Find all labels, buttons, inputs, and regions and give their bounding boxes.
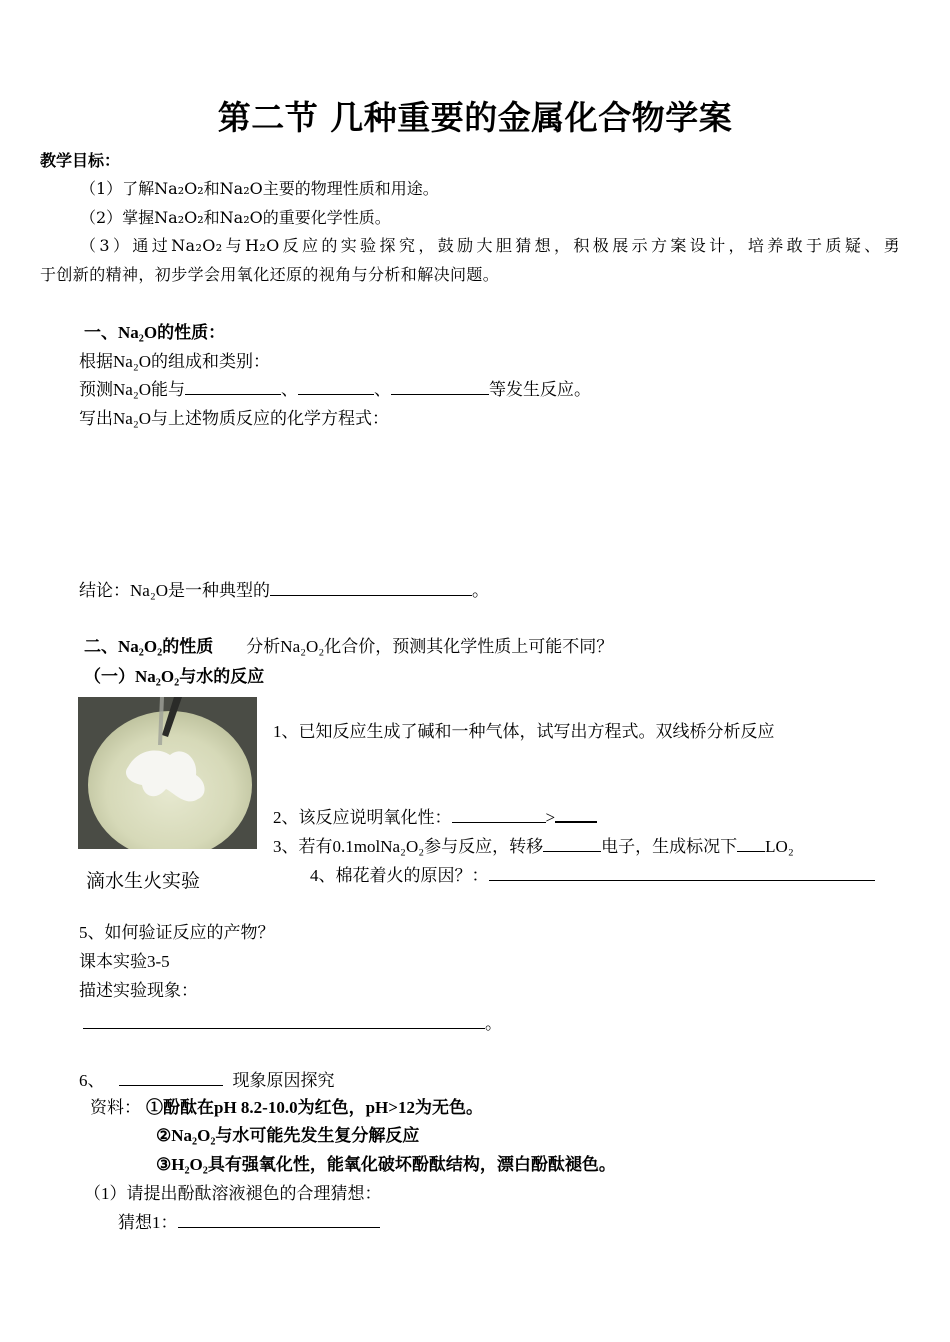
predict-suffix: 等发生反应。 [489,380,592,399]
materials-label: 资料： [90,1098,141,1117]
question-2 [273,803,597,828]
section2-subheading: （一）Na₂O₂与水的反应 [84,667,265,686]
section2-heading-note: 分析Na₂O₂化合价，预测其化学性质上可能不同？ [246,637,614,656]
material-1: ①酚酞在pH 8.2-10.0为红色，pH>12为无色。 [146,1098,483,1117]
material-2: ②Na₂O₂与水可能先发生复分解反应 [156,1126,420,1145]
section2-heading: 二、Na₂O₂的性质 [84,637,214,656]
section1-line1: 根据Na₂O的组成和类别： [79,352,271,371]
answer-blank-2[interactable] [298,378,374,395]
answer-blank-1[interactable] [185,378,281,395]
question-5-line3: 描述实验现象： [79,981,198,1000]
page-title: 第二节 几种重要的金属化合物学案 [217,98,733,137]
question-5-line2: 课本实验3-5 [79,952,170,971]
q4-prefix: 4、棉花着火的原因？： [310,866,489,885]
q2-sep: > [545,808,556,827]
q6-suffix: 现象原因探究 [232,1071,335,1090]
section1-line3: 写出Na₂O与上述物质反应的化学方程式： [79,409,390,428]
section1-predict-line [79,375,591,400]
water-fire-photo [78,697,257,849]
q3-mid: 电子，生成标况下 [601,837,738,856]
section1-conclusion [79,576,489,601]
q2-blank-1[interactable] [452,806,546,823]
question-3 [273,832,794,857]
question-5: 5、如何验证反应的产物？ [79,923,275,942]
predict-sep-1: 、 [281,380,299,399]
conclusion-suffix: 。 [472,581,490,600]
answer-blank-3[interactable] [391,378,489,395]
conclusion-prefix: 结论：Na₂O是一种典型的 [79,581,271,600]
guess-1-line [118,1208,380,1233]
predict-prefix: 预测Na₂O能与 [79,380,186,399]
objective-item-2: （2）掌握Na₂O₂和Na₂O的重要化学性质。 [80,208,391,227]
photo-illustration [78,697,257,849]
objective-item-3: （3）通过Na₂O₂与H₂O反应的实验探究，鼓励大胆猜想，积极展示方案设计，培养敢于质疑、勇 [80,236,900,255]
question-1: 1、已知反应生成了碱和一种气体，试写出方程式。双线桥分析反应 [273,722,775,741]
q3-prefix: 3、若有0.1molNa₂O₂参与反应，转移 [273,837,544,856]
q6-blank[interactable] [119,1069,223,1086]
question-5-answer-line [83,1009,502,1034]
q2-blank-2[interactable] [555,805,597,823]
q6-prefix: 6、 [79,1071,105,1090]
q3-blank-2[interactable] [737,835,765,852]
question-4 [310,861,875,886]
section2-heading-line [84,632,613,657]
objective-item-3-cont: 于创新的精神，初步学会用氧化还原的视角与分析和解决问题。 [40,265,500,284]
section1-heading: 一、Na₂O的性质： [84,323,226,342]
predict-sep-2: 、 [374,380,392,399]
q3-suffix: LO₂ [765,837,794,856]
conclusion-blank[interactable] [270,579,472,596]
guess-prompt: （1）请提出酚酞溶液褪色的合理猜想： [84,1184,382,1203]
q2-prefix: 2、该反应说明氧化性： [273,808,452,827]
material-3: ③H₂O₂具有强氧化性，能氧化破坏酚酞结构，漂白酚酞褪色。 [156,1155,616,1174]
objectives-heading: 教学目标： [40,151,121,170]
guess-1-blank[interactable] [178,1211,380,1228]
objective-item-1: （1）了解Na₂O₂和Na₂O主要的物理性质和用途。 [80,179,439,198]
q3-blank-1[interactable] [543,835,601,852]
guess-1-label: 猜想1： [118,1213,178,1232]
question-6 [79,1066,335,1091]
q4-blank[interactable] [489,864,875,881]
q5-blank[interactable] [83,1012,485,1029]
photo-caption: 滴水生火实验 [86,870,201,892]
q5-end: 。 [485,1014,502,1033]
